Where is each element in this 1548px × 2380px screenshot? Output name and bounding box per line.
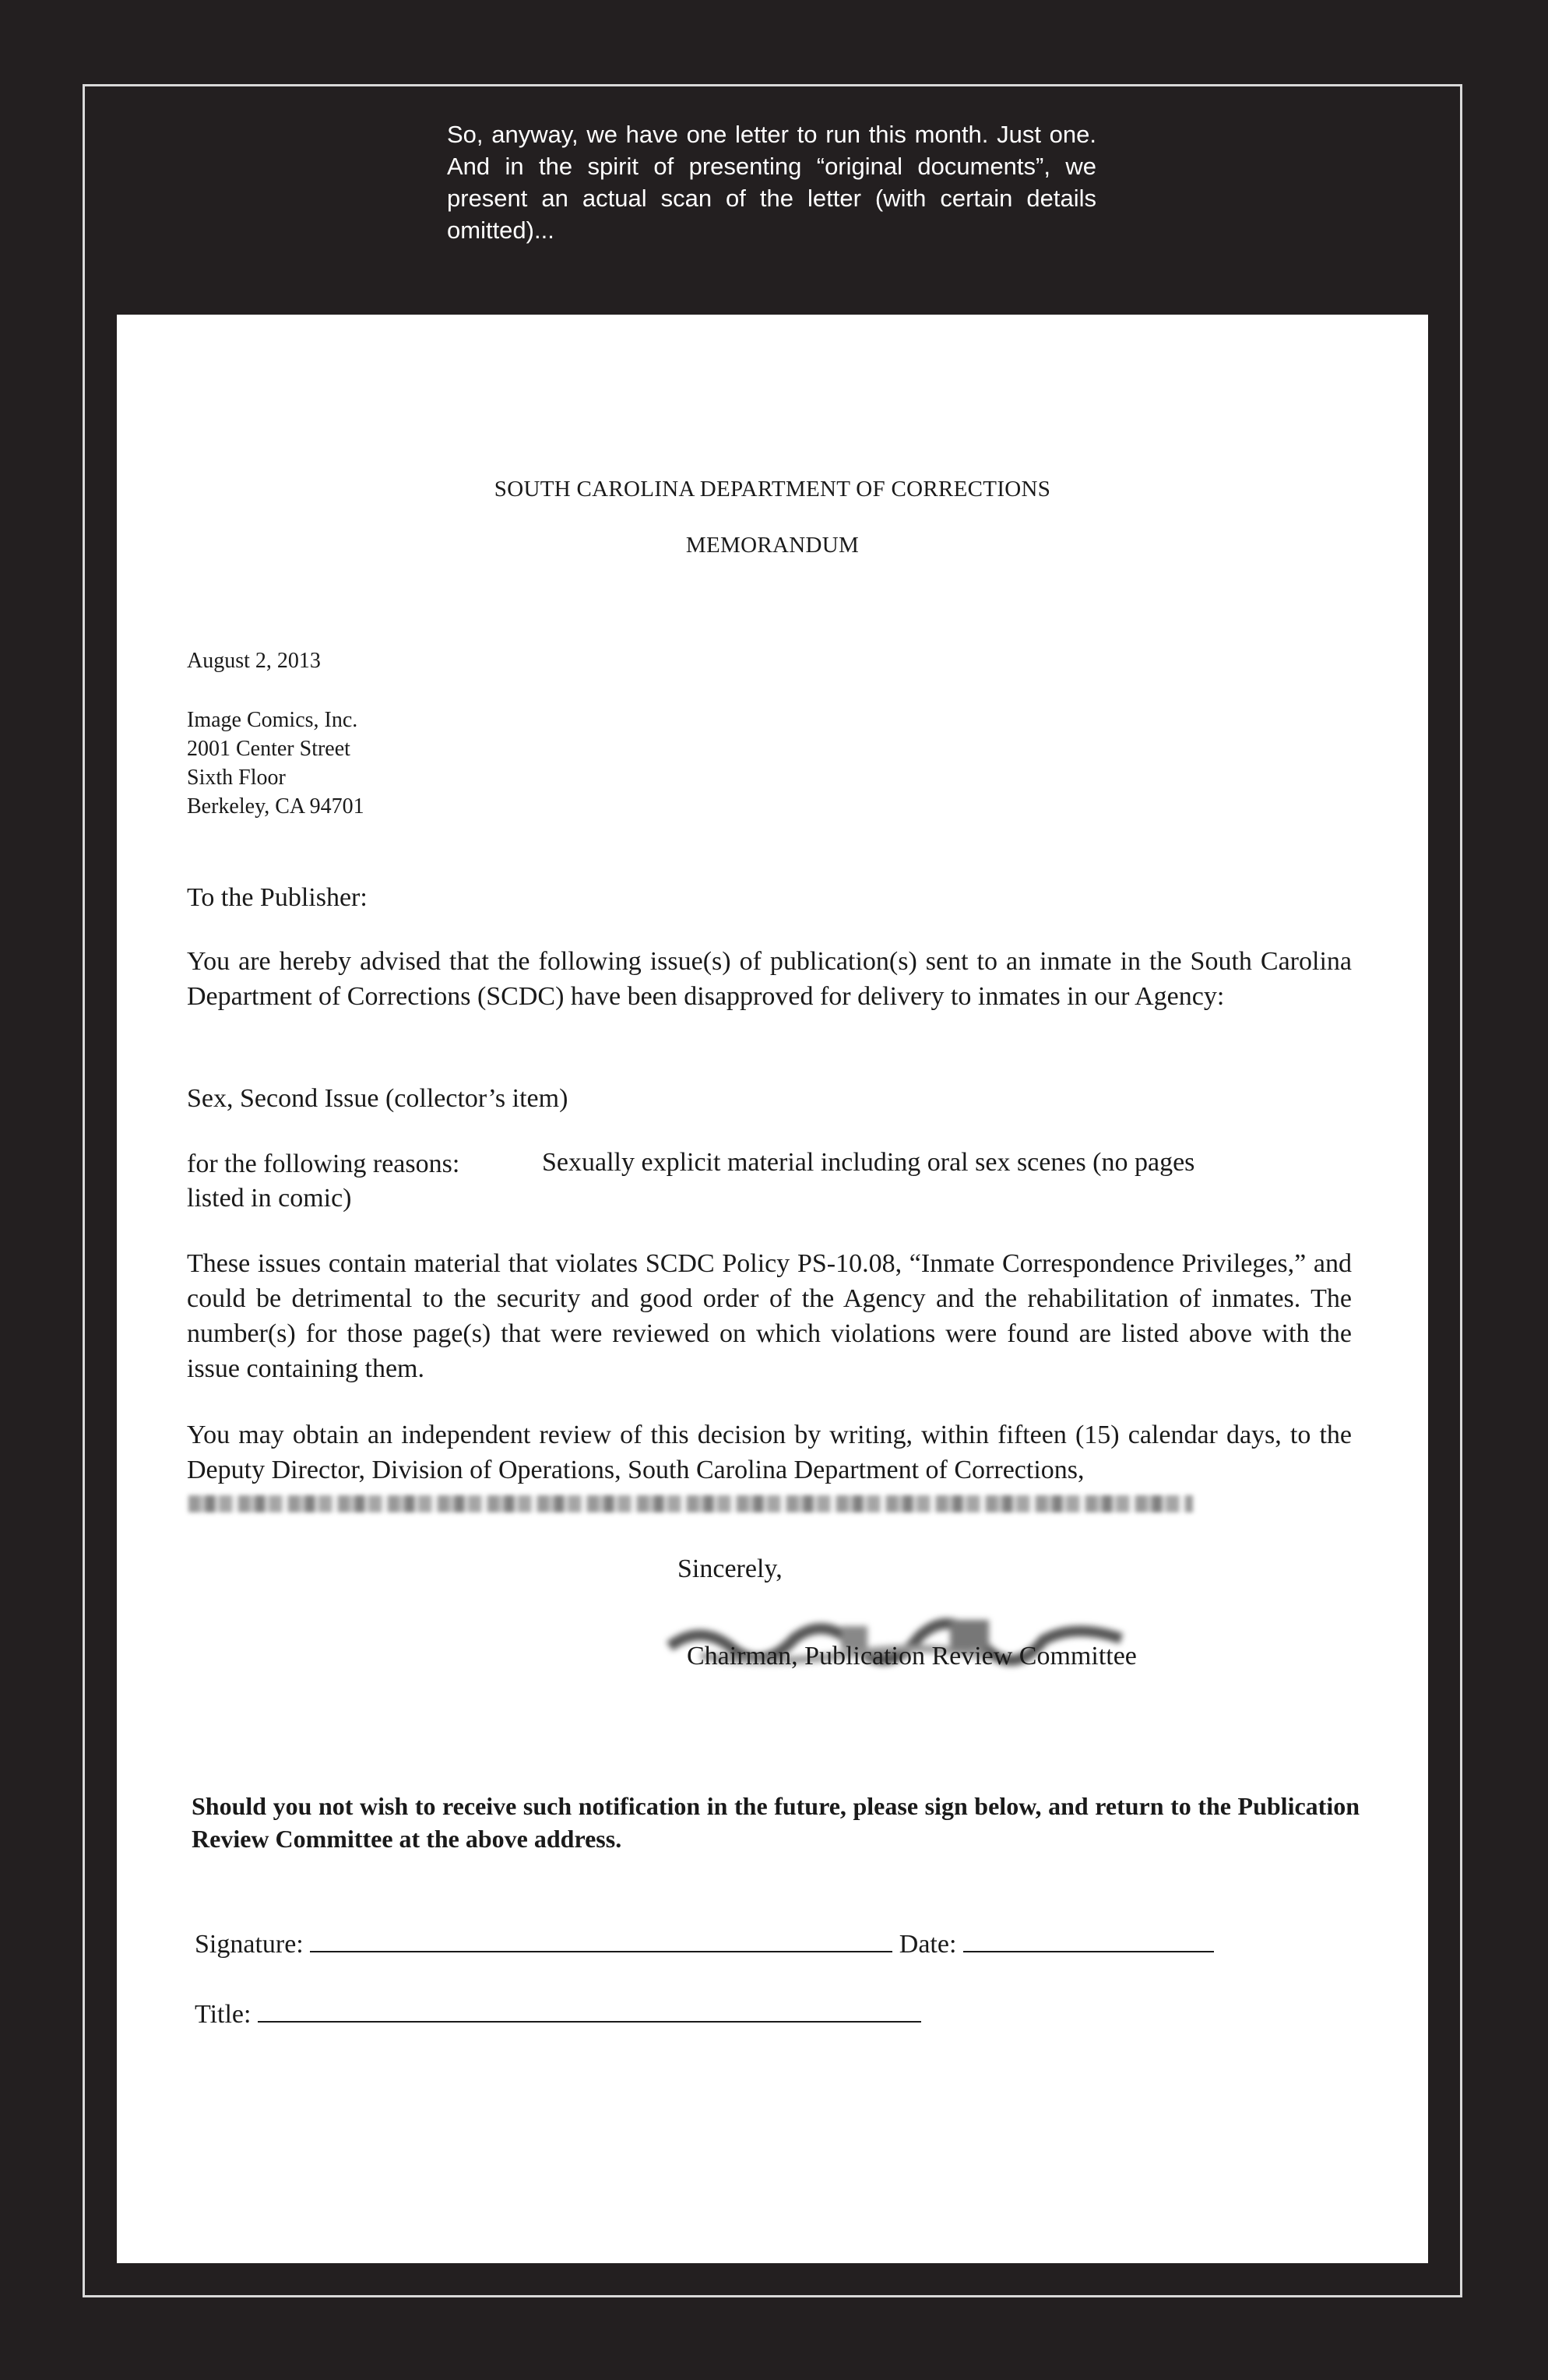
redacted-address [188, 1495, 1193, 1516]
recipient-address [187, 706, 364, 821]
salutation: To the Publisher: [187, 883, 368, 912]
issue-title: Sex, Second Issue (collector’s item) [187, 1084, 568, 1113]
address-line: Image Comics, Inc. [187, 708, 358, 732]
reasons-text: Sexually explicit material including oral sex scenes (no pages [542, 1148, 1195, 1177]
signature-row [195, 1927, 1214, 1962]
address-line: Berkeley, CA 94701 [187, 794, 364, 819]
intro-caption: So, anyway, we have one letter to run this month. Just one. And in the spirit of presenting “original documents”, we present an actual scan of the letter (with certain details omitted)... [447, 121, 1096, 244]
memorandum-heading: MEMORANDUM [685, 533, 860, 558]
title-row [195, 1997, 921, 2032]
title-line[interactable] [258, 2021, 921, 2023]
paragraph-review: You may obtain an independent review of this decision by writing, within fifteen (15) calendar days, to the Deputy Director, Division of Operations, South Carolina Department of Corrections, [187, 1421, 1352, 1484]
paragraph-policy: These issues contain material that violates SCDC Policy PS-10.08, “Inmate Correspondence Privileges,” and could be detrimental to the security and good order of the Agency and the rehabilitation of inmates. The number(s) for those page(s) that were reviewed on which violations were found are listed above with the issue containing them. [187, 1249, 1352, 1383]
date-line[interactable] [963, 1951, 1214, 1952]
date-label: Date: [899, 1930, 957, 1959]
address-line: 2001 Center Street [187, 737, 350, 761]
reasons-label: for the following reasons: [187, 1150, 460, 1178]
signer-title: Chairman, Publication Review Committee [687, 1642, 1137, 1671]
letter-date: August 2, 2013 [187, 649, 321, 673]
paragraph-disapproval: You are hereby advised that the following issue(s) of publication(s) sent to an inmate in the South Carolina Department of Corrections (SCDC) have been disapproved for delivery to inmates in our Agency: [187, 947, 1352, 1011]
letter-page [117, 315, 1428, 2263]
reasons-continuation: listed in comic) [187, 1184, 352, 1213]
address-line: Sixth Floor [187, 766, 286, 790]
signature-label: Signature: [195, 1930, 304, 1959]
signature-line[interactable] [310, 1951, 892, 1952]
closing: Sincerely, [677, 1554, 783, 1583]
agency-heading: SOUTH CAROLINA DEPARTMENT OF CORRECTIONS [494, 477, 1051, 502]
title-label: Title: [195, 2000, 252, 2029]
opt-out-notice: Should you not wish to receive such notification in the future, please sign below, and return to the Publication Review Committee at the above address. [192, 1792, 1360, 1853]
